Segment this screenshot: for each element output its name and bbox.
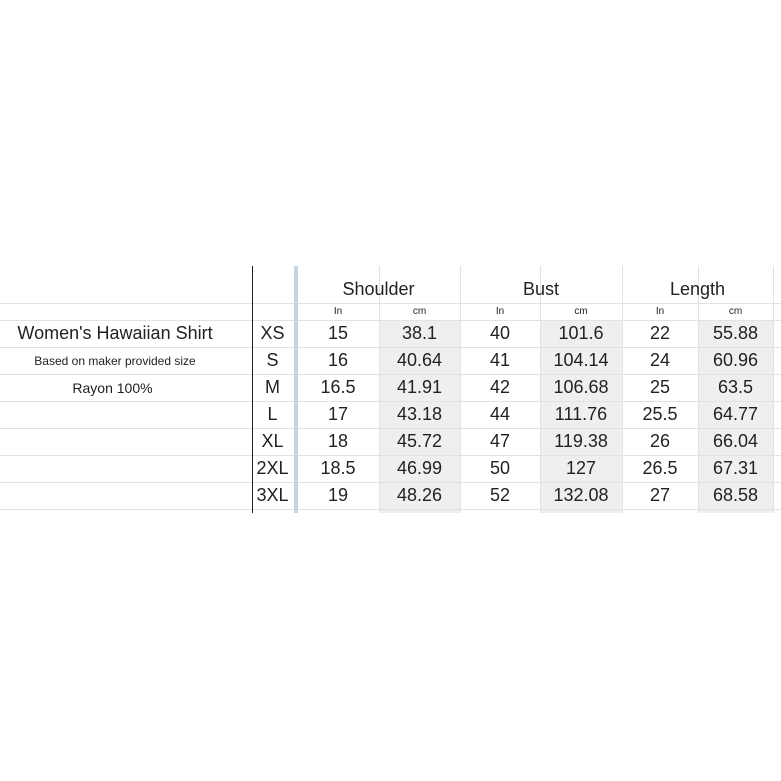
measurement-cell: 60.96 [712,350,759,370]
measurement-cell: 47 [489,431,511,451]
measurement-cell: 41.91 [396,377,443,397]
size-label-3xl: 3XL [256,485,289,505]
group-header-length: Length [669,279,726,299]
measurement-cell: 44 [489,404,511,424]
measurement-cell: 106.68 [553,377,609,397]
grid-row-line [0,509,781,510]
measurement-cell: 16 [327,350,349,370]
measurement-cell: 63.5 [717,377,754,397]
measurement-cell: 27 [649,485,671,505]
measurement-cell: 19 [327,485,349,505]
measurement-cell: 101.6 [558,323,604,343]
measurement-cell: 43.18 [396,404,443,424]
measurement-cell: 67.31 [712,458,759,478]
measurement-cell: 38.1 [401,323,438,343]
measurement-cell: 22 [649,323,671,343]
measurement-cell: 42 [489,377,511,397]
material-note: Rayon 100% [72,379,153,396]
size-label-xl: XL [261,431,284,451]
unit-header: cm [728,306,743,317]
measurement-cell: 52 [489,485,511,505]
measurement-cell: 41 [489,350,511,370]
measurement-cell: 25 [649,377,671,397]
measurement-cell: 17 [327,404,349,424]
measurement-cell: 104.14 [553,350,609,370]
measurement-cell: 111.76 [554,404,608,424]
unit-header: In [333,306,343,317]
measurement-cell: 66.04 [712,431,759,451]
measurement-cell: 132.08 [553,485,609,505]
maker-size-note: Based on maker provided size [34,353,196,368]
measurement-cell: 40 [489,323,511,343]
measurement-cell: 119.38 [554,431,608,451]
product-title: Women's Hawaiian Shirt [17,323,213,343]
measurement-cell: 16.5 [320,377,356,397]
measurement-cell: 18 [327,431,349,451]
group-header-bust: Bust [522,279,560,299]
measurement-cell: 45.72 [396,431,443,451]
unit-header: cm [574,306,588,317]
measurement-cell: 50 [489,458,511,478]
measurement-cell: 18.5 [320,458,356,478]
size-label-l: L [267,404,278,424]
group-header-shoulder: Shoulder [342,279,415,299]
measurement-cell: 15 [327,323,349,343]
unit-header: cm [412,306,427,317]
size-label-m: M [265,377,280,397]
size-label-xs: XS [260,323,285,343]
unit-header: In [655,306,665,317]
grid-column-line [773,266,774,513]
measurement-cell: 127 [565,458,597,478]
measurement-cell: 48.26 [396,485,443,505]
measurement-cell: 64.77 [712,404,759,424]
measurement-cell: 25.5 [642,404,678,424]
size-label-s: S [266,350,279,370]
measurement-cell: 46.99 [396,458,443,478]
measurement-cell: 24 [649,350,671,370]
measurement-cell: 55.88 [712,323,759,343]
measurement-cell: 26.5 [642,458,678,478]
measurement-cell: 40.64 [396,350,443,370]
measurement-cell: 68.58 [712,485,759,505]
size-label-2xl: 2XL [256,458,289,478]
unit-header: In [495,306,505,317]
measurement-cell: 26 [649,431,671,451]
